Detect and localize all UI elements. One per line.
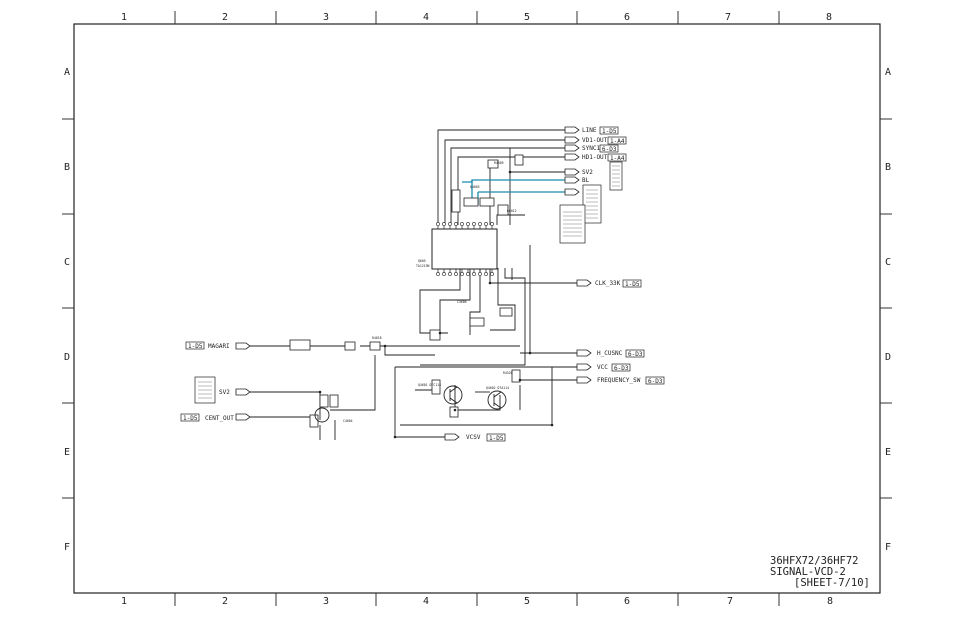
col-label: 3 — [322, 12, 330, 23]
ic-body — [432, 229, 497, 269]
connector-sv2-right — [565, 169, 593, 176]
row-label: E — [884, 447, 892, 458]
col-label: 4 — [422, 596, 430, 607]
connector-vcc — [577, 364, 630, 372]
wiring — [250, 130, 577, 440]
col-label: 7 — [724, 12, 732, 23]
bottom-ruler — [175, 593, 779, 606]
connector-frequency-sw-ref: 6-D3 — [648, 378, 663, 385]
connector-hd1-out-ref: 1-A4 — [610, 155, 625, 162]
row-labels-left — [64, 67, 70, 553]
connector-hd1-out — [565, 154, 626, 162]
ic-label: Q605 — [418, 259, 426, 263]
title-sheet: [SHEET-7/10] — [794, 577, 870, 589]
col-label: 1 — [120, 596, 128, 607]
connector-cent-out-label: CENT_OUT — [205, 415, 234, 422]
row-label: D — [884, 352, 892, 363]
label-q-right: Q4602 DTA114 — [486, 386, 510, 390]
title-name: SIGNAL-VCD-2 — [770, 566, 846, 578]
col-label: 1 — [120, 12, 128, 23]
connector-vcc-label: VCC — [597, 364, 608, 371]
title-block — [770, 555, 870, 589]
row-label: A — [63, 67, 71, 78]
col-label: 2 — [221, 596, 229, 607]
transistor-q-right — [488, 391, 506, 409]
row-labels-right — [885, 67, 891, 553]
connector-cent-out — [181, 414, 250, 422]
connector-h-cusnc-label: H_CUSNC — [597, 350, 623, 357]
row-label: F — [884, 542, 892, 553]
connector-hd1-out-label: HD1-OUT — [582, 154, 608, 161]
label-r-top: R4509 — [494, 161, 504, 165]
connector-sv2-left-label: SV2 — [219, 389, 230, 396]
connector-vcsv-label: VCSV — [466, 434, 481, 441]
col-label: 3 — [322, 596, 330, 607]
col-label: 5 — [523, 12, 531, 23]
connector-vd1-out-label: VD1-OUT — [582, 137, 608, 144]
row-label: E — [63, 447, 71, 458]
connector-sync1-ref: 6-D3 — [602, 146, 617, 153]
connector-h-cusnc-ref: 6-D3 — [628, 351, 643, 358]
label-r-mid: R6012 — [507, 209, 517, 213]
connector-cent-out-ref: 1-D5 — [183, 415, 198, 422]
col-label: 8 — [825, 12, 833, 23]
connector-line-ref: 1-D5 — [602, 128, 617, 135]
connector-bl-label: BL — [582, 177, 590, 184]
connector-line-label: LINE — [582, 127, 597, 134]
connector-vd1-out — [565, 137, 626, 145]
connector-clk-33k-ref: 1-D5 — [625, 281, 640, 288]
connector-frequency-sw-label: FREQUENCY_SW — [597, 377, 641, 384]
connector-vcsv — [445, 434, 505, 442]
row-label: B — [63, 162, 71, 173]
transistor-q-left — [444, 386, 462, 404]
col-label: 2 — [221, 12, 229, 23]
top-ruler — [175, 11, 779, 24]
label-c-mid: C4606 — [457, 300, 467, 304]
connector-magari — [186, 342, 250, 350]
row-label: C — [884, 257, 892, 268]
title-model: 36HFX72/36HF72 — [770, 555, 859, 567]
row-label: A — [884, 67, 892, 78]
row-label: C — [63, 257, 71, 268]
label-c-bottom: C4604 — [343, 419, 353, 423]
connector-sync1 — [565, 145, 618, 153]
col-label: 4 — [422, 12, 430, 23]
row-label: B — [884, 162, 892, 173]
col-label: 7 — [726, 596, 734, 607]
connector-clk-33k-label: CLK_33K — [595, 280, 621, 287]
inner-border — [74, 24, 880, 593]
label-q-top: Q4603 — [470, 185, 480, 189]
row-label: D — [63, 352, 71, 363]
note-box-left — [195, 377, 215, 403]
col-label: 5 — [523, 596, 531, 607]
connector-sv2-left — [219, 389, 250, 396]
connector-clk-33k — [577, 280, 641, 288]
connector-line — [565, 127, 618, 135]
main-ic — [416, 222, 497, 275]
connector-vcsv-ref: 1-D5 — [489, 435, 504, 442]
connector-magari-ref: 1-D5 — [188, 343, 203, 350]
col-label: 8 — [826, 596, 834, 607]
label-q-left: Q4601 DTC114 — [418, 383, 442, 387]
connector-vcc-ref: 6-D3 — [614, 365, 629, 372]
connector-vd1-out-ref: 1-A4 — [610, 138, 625, 145]
transistors — [315, 386, 506, 422]
col-label: 6 — [623, 596, 631, 607]
junction-dots — [319, 171, 554, 439]
row-label: F — [63, 542, 71, 553]
col-label: 6 — [623, 12, 631, 23]
ic-part: TA1219N — [416, 264, 430, 268]
connector-sv2-right-label: SV2 — [582, 169, 593, 176]
label-r-edge: R4520 — [503, 371, 513, 375]
left-connectors — [181, 342, 250, 422]
connector-frequency-sw — [577, 377, 664, 385]
connector-h-cusnc — [577, 350, 644, 358]
side-rulers — [62, 119, 892, 498]
connector-sync1-label: SYNC1 — [582, 145, 601, 152]
label-r-small: R4618 — [372, 336, 382, 340]
connector-magari-label: MAGARI — [208, 343, 230, 350]
